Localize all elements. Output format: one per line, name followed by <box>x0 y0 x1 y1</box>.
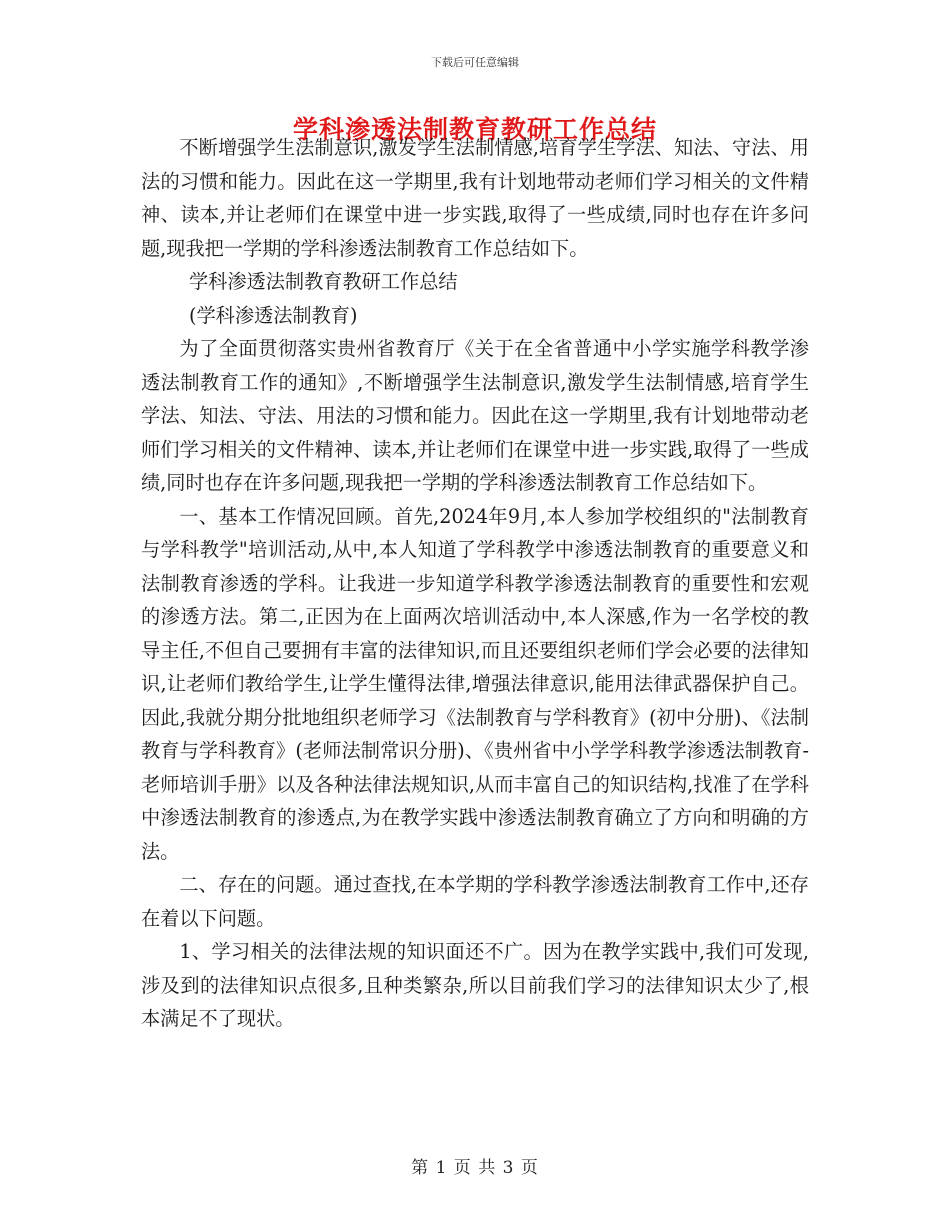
intro-paragraph: 不断增强学生法制意识,激发学生法制情感,培育学生学法、知法、守法、用法的习惯和能力。因此在这一学期里,我有计划地带动老师们学习相关的文件精神、读本,并让老师们在课堂中进一步实践,取得了一些成绩,同时也存在许多问题,现我把一学期的学科渗透法制教育工作总结如下。 <box>141 136 809 260</box>
purpose-paragraph: 为了全面贯彻落实贵州省教育厅《关于在全省普通中小学实施学科教学渗透法制教育工作的通知》,不断增强学生法制意识,激发学生法制情感,培育学生学法、知法、守法、用法的习惯和能力。因此在这一学期里,我有计划地带动老师们学习相关的文件精神、读本,并让老师们在课堂中进一步实践,取得了一些成绩,同时也存在许多问题,现我把一学期的学科渗透法制教育工作总结如下。 <box>141 337 809 494</box>
document-title: 学科渗透法制教育教研工作总结 <box>292 115 657 144</box>
document-body <box>141 131 809 1036</box>
problems-paragraph: 二、存在的问题。通过查找,在本学期的学科教学渗透法制教育工作中,还存在着以下问题。 <box>141 873 809 930</box>
page-header-note: 下载后可任意编辑 <box>431 56 519 69</box>
page-number: 第 1 页 共 3 页 <box>411 1158 539 1178</box>
section-subheading: (学科渗透法制教育) <box>189 303 358 327</box>
problem-1-paragraph: 1、学习相关的法律法规的知识面还不广。因为在教学实践中,我们可发现,涉及到的法律知识点很多,且种类繁杂,所以目前我们学习的法律知识太少了,根本满足不了现状。 <box>141 940 809 1030</box>
section-heading: 学科渗透法制教育教研工作总结 <box>189 270 458 293</box>
review-paragraph: 一、基本工作情况回顾。首先,2024年9月,本人参加学校组织的"法制教育与学科教学"培训活动,从中,本人知道了学科教学中渗透法制教育的重要意义和法制教育渗透的学科。让我进一步知道学科教学渗透法制教育的重要性和宏观的渗透方法。第二,正因为在上面两次培训活动中,本人深感,作为一名学校的教导主任,不但自己要拥有丰富的法律知识,而且还要组织老师们学会必要的法律知识,让老师们教给学生,让学生懂得法律,增强法律意识,能用法律武器保护自己。因此,我就分期分批地组织老师学习《法制教育与学科教育》(初中分册)、《法制教育与学科教育》(老师法制常识分册)、《贵州省中小学学科教学渗透法制教育-老师培训手册》以及各种法律法规知识,从而丰富自己的知识结构,找准了在学科中渗透法制教育的渗透点,为在教学实践中渗透法制教育确立了方向和明确的方法。 <box>141 504 809 863</box>
